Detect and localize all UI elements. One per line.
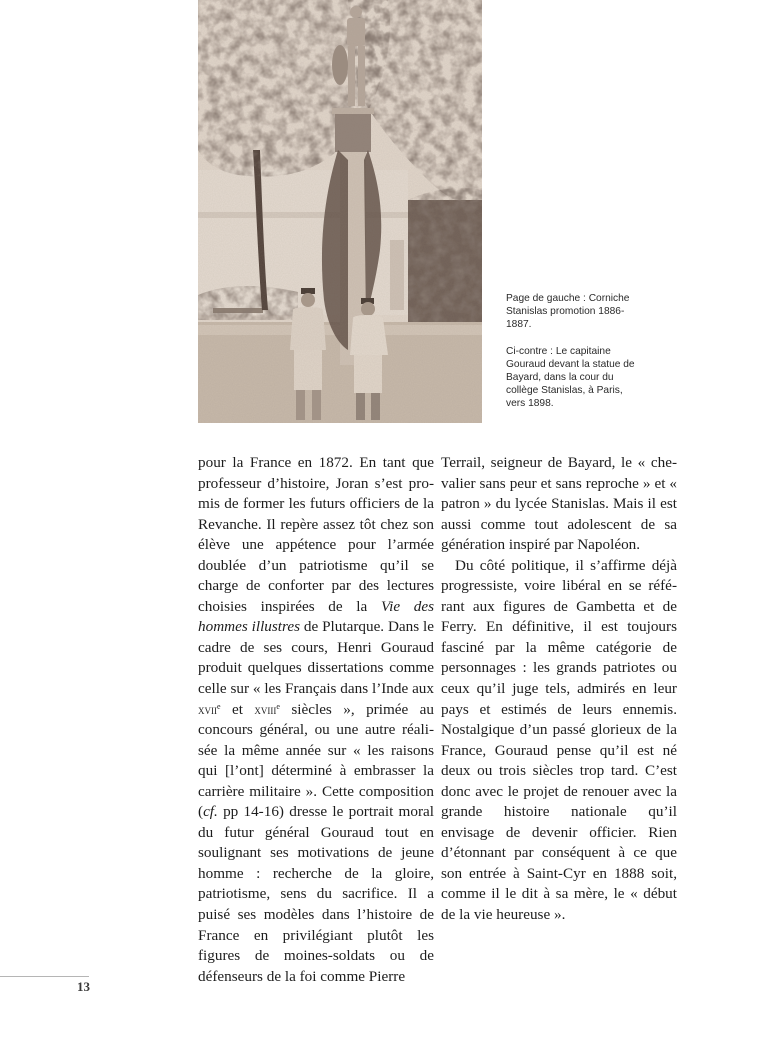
historical-photograph	[198, 0, 482, 423]
paragraph-continued	[198, 453, 434, 987]
photo-caption	[506, 292, 636, 411]
text-run: pp 14-16) dresse le portrait moral du futur général Gouraud tout en soulignant ses motivations de jeune homme : recherche de la gloire, patriotisme, sens du sacrifice. Il a puisé ses modèles dans l’histoire de France en privilégiant plutôt les figures de moines-soldats ou de défenseurs de la foi comme Pierre	[198, 803, 434, 985]
text-run: et	[220, 700, 255, 718]
caption-left-page: Page de gauche : Corniche Stanislas promotion 1886-1887.	[506, 293, 630, 331]
century-numeral: xviii	[254, 701, 277, 717]
caption-opposite: Ci-contre : Le capitaine Gouraud devant la statue de Bayard, dans la cour du collège Stanislas, à Paris, vers 1898.	[506, 345, 635, 410]
photo-illustration	[198, 0, 482, 423]
text-run: pour la France en 1872. En tant que professeur d’histoire, Joran s’est promis de former les futurs officiers de la Revanche. Il repère assez tôt chez son élève une appétence pour l’armée doublée d’un patriotisme qu’il se charge de conforter par des lectures choisies inspirées de la	[198, 454, 434, 615]
sepia-wash	[198, 0, 482, 423]
ordinal-suffix: e	[276, 701, 280, 711]
text-column-left	[198, 453, 434, 987]
cf-abbreviation: cf.	[203, 803, 218, 821]
text-run: de Plutarque. Dans le cadre de ses cours, Henri Gouraud produit quelques dissertations comme celle sur « les Français dans l’Inde aux	[198, 618, 435, 698]
text-column-right	[441, 453, 677, 926]
text-run: siècles », primée au concours général, ou une autre réalisée la même année sur « les raisons qui [l’ont] déterminé à embrasser la carrière militaire ». Cette composition (	[198, 700, 434, 821]
book-title: Vie des hommes illustres	[198, 597, 434, 636]
ordinal-suffix: e	[217, 701, 221, 711]
page-number: 13	[77, 979, 90, 994]
century-numeral: xvii	[198, 701, 217, 717]
paragraph-politics: Du côté politique, il s’affirme déjà progressiste, voire libéral en se référant aux figures de Gambetta et de Ferry. En définitive, il est toujours fasciné par la même catégorie de personnages : les grands patriotes ou ceux qu’il juge tels, admirés en leur pays et estimés de leurs ennemis. Nostalgique d’un passé glorieux de la France, Gouraud pense qu’il est né deux ou trois siècles trop tard. C’est donc avec le projet de renouer avec la grande histoire nationale qu’il envisage de devenir officier. Rien d’étonnant par conséquent à ce que son entrée à Saint-Cyr en 1888 soit, comme il le dit à sa mère, le « début de la vie heureuse ».	[441, 556, 677, 924]
footer-rule	[0, 976, 89, 977]
paragraph-bayard: Terrail, seigneur de Bayard, le « chevalier sans peur et sans reproche » et « patron » du lycée Stanislas. Mais il est aussi comme tout adolescent de sa génération inspiré par Napoléon.	[441, 454, 677, 554]
